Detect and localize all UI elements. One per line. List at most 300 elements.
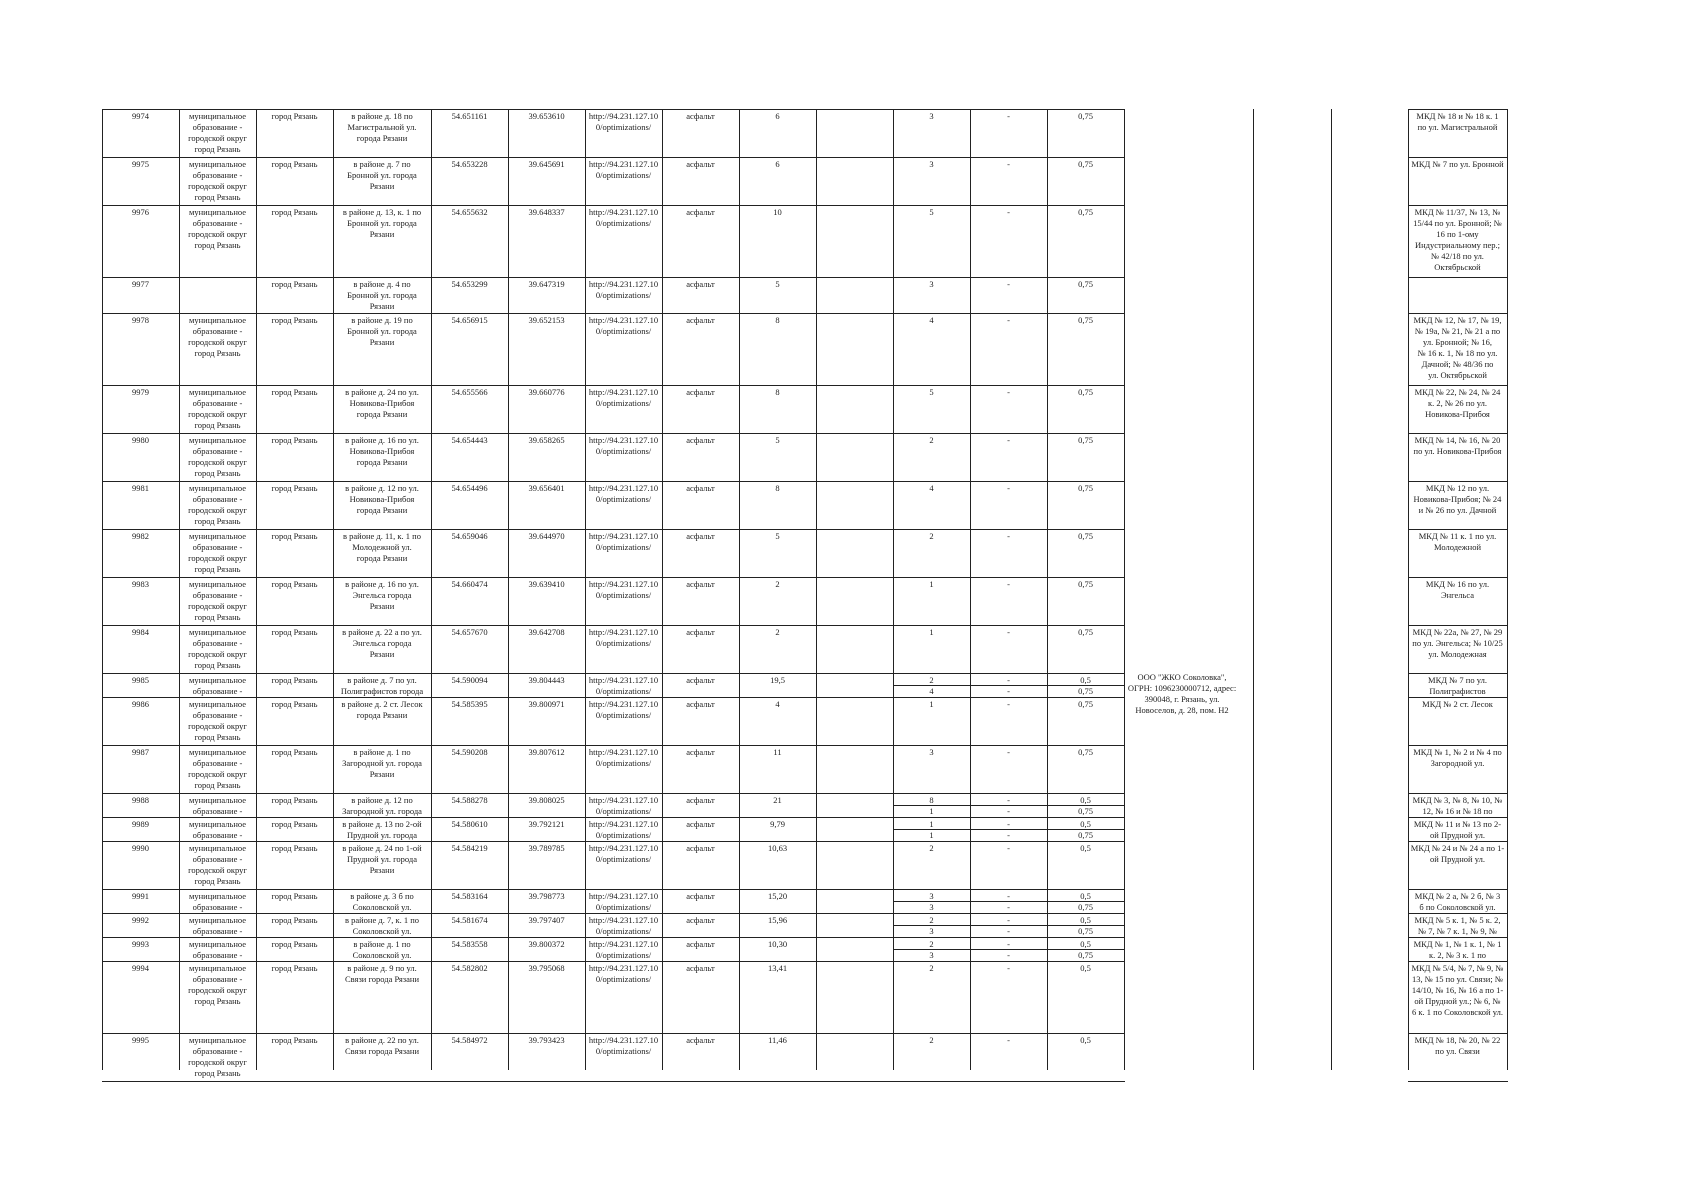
dash-cell: -	[1007, 686, 1010, 696]
entry-id: 9993	[132, 939, 149, 949]
city-cell: город Рязань	[271, 111, 318, 121]
dash-cell: -	[1007, 207, 1010, 217]
row-divider	[1408, 961, 1508, 962]
address-cell: в районе д. 22 по ул. Связи города Рязани	[344, 1035, 420, 1056]
city-cell: город Рязань	[271, 159, 318, 169]
row-divider	[102, 745, 1125, 746]
surface-cell: асфальт	[686, 315, 715, 325]
row-divider	[1408, 841, 1508, 842]
municipality-cell: муниципальное образование - городской округ город Рязань	[188, 843, 247, 886]
map-link[interactable]: http://94.231.127.10 0/optimizations/	[588, 891, 659, 912]
mkd-cell: МКД № 2 а, № 2 б, № 3 б по Соколовской ул.	[1414, 891, 1501, 912]
container-volume: 0,75	[1078, 699, 1093, 709]
row-divider	[102, 673, 1125, 674]
row-divider	[1408, 697, 1508, 698]
container-volume: 0,5	[1080, 891, 1091, 901]
city-cell: город Рязань	[271, 819, 318, 829]
city-cell: город Рязань	[271, 939, 318, 949]
mkd-cell: МКД № 12 по ул. Новикова-Прибоя; № 24 и № 26 по ул. Дачной	[1413, 483, 1502, 515]
row-divider	[1408, 433, 1508, 434]
map-link[interactable]: http://94.231.127.10 0/optimizations/	[588, 699, 659, 720]
longitude-cell: 39.656401	[528, 483, 565, 493]
city-cell: город Рязань	[271, 747, 318, 757]
address-cell: в районе д. 12 по Загородной ул. города	[342, 795, 422, 816]
dash-cell: -	[1007, 902, 1010, 912]
municipality-cell: муниципальное образование -	[188, 795, 246, 816]
row-divider	[1408, 313, 1508, 314]
entry-id: 9992	[132, 915, 149, 925]
entry-id: 9985	[132, 675, 149, 685]
latitude-cell: 54.588278	[451, 795, 488, 805]
area-cell: 2	[775, 627, 780, 637]
mkd-cell: МКД № 1, № 1 к. 1, № 1 к. 2, № 3 к. 1 по	[1413, 939, 1502, 960]
container-count: 1	[929, 806, 934, 816]
address-cell: в районе д. 1 по Соколовской ул.	[352, 939, 412, 960]
row-divider	[102, 625, 1125, 626]
city-cell: город Рязань	[271, 315, 318, 325]
longitude-cell: 39.793423	[528, 1035, 565, 1045]
subrow-divider	[893, 829, 1125, 830]
city-cell: город Рязань	[271, 1035, 318, 1045]
row-divider	[102, 277, 1125, 278]
city-cell: город Рязань	[271, 699, 318, 709]
area-cell: 15,96	[767, 915, 788, 925]
surface-cell: асфальт	[686, 963, 715, 973]
grid-vertical-line	[1253, 109, 1254, 1070]
dash-cell: -	[1007, 747, 1010, 757]
city-cell: город Рязань	[271, 891, 318, 901]
mkd-cell: МКД № 12, № 17, № 19, № 19а, № 21, № 21 а по ул. Бронной; № 16, № 16 к. 1, № 18 по ул. Дачной; № 48/36 по ул. Октябрьской	[1413, 315, 1502, 380]
dash-cell: -	[1007, 159, 1010, 169]
surface-cell: асфальт	[686, 531, 715, 541]
surface-cell: асфальт	[686, 747, 715, 757]
longitude-cell: 39.797407	[528, 915, 565, 925]
mkd-cell: МКД № 5/4, № 7, № 9, № 13, № 15 по ул. Связи; № 14/10, № 16, № 16 а по 1- ой Прудной ул.; № 6, № 6 к. 1 по Соколовской ул.	[1411, 963, 1504, 1017]
area-cell: 5	[775, 435, 780, 445]
latitude-cell: 54.660474	[451, 579, 488, 589]
dash-cell: -	[1007, 891, 1010, 901]
municipality-cell: муниципальное образование - городской округ город Рязань	[188, 435, 247, 478]
longitude-cell: 39.800971	[528, 699, 565, 709]
latitude-cell: 54.590094	[451, 675, 488, 685]
surface-cell: асфальт	[686, 159, 715, 169]
surface-cell: асфальт	[686, 675, 715, 685]
dash-cell: -	[1007, 111, 1010, 121]
entry-id: 9986	[132, 699, 149, 709]
container-count: 1	[929, 830, 934, 840]
container-volume: 0,75	[1078, 950, 1093, 960]
longitude-cell: 39.808025	[528, 795, 565, 805]
municipality-cell: муниципальное образование -	[188, 891, 246, 912]
map-link[interactable]: http://94.231.127.10 0/optimizations/	[588, 627, 659, 648]
longitude-cell: 39.658265	[528, 435, 565, 445]
container-count: 2	[929, 675, 934, 685]
container-volume: 0,75	[1078, 483, 1093, 493]
container-count: 3	[929, 159, 934, 169]
entry-id: 9979	[132, 387, 149, 397]
city-cell: город Рязань	[271, 483, 318, 493]
dash-cell: -	[1007, 963, 1010, 973]
entry-id: 9990	[132, 843, 149, 853]
dash-cell: -	[1007, 1035, 1010, 1045]
row-divider	[102, 793, 1125, 794]
address-cell: в районе д. 3 б по Соколовской ул.	[350, 891, 414, 912]
city-cell: город Рязань	[271, 531, 318, 541]
municipality-cell: муниципальное образование -	[188, 939, 246, 960]
mkd-cell: МКД № 11 к. 1 по ул. Молодежной	[1418, 531, 1497, 552]
surface-cell: асфальт	[686, 627, 715, 637]
grid-vertical-line	[1331, 109, 1332, 1070]
container-volume: 0,75	[1078, 387, 1093, 397]
municipality-cell: муниципальное образование -	[188, 675, 246, 696]
longitude-cell: 39.647319	[528, 279, 565, 289]
container-volume: 0,75	[1078, 830, 1093, 840]
area-cell: 5	[775, 531, 780, 541]
container-volume: 0,5	[1080, 963, 1091, 973]
row-divider	[1408, 157, 1508, 158]
surface-cell: асфальт	[686, 843, 715, 853]
map-link[interactable]: http://94.231.127.10 0/optimizations/	[588, 111, 659, 132]
row-divider	[102, 697, 1125, 698]
subrow-divider	[893, 925, 1125, 926]
address-cell: в районе д. 11, к. 1 по Молодежной ул. города Рязани	[343, 531, 421, 563]
container-count: 2	[929, 1035, 934, 1045]
row-divider	[102, 889, 1125, 890]
row-divider	[1408, 205, 1508, 206]
mkd-cell: МКД № 22а, № 27, № 29 по ул. Энгельса; № 10/25 ул. Молодежная	[1412, 627, 1503, 659]
latitude-cell: 54.590208	[451, 747, 488, 757]
address-cell: в районе д. 22 а по ул. Энгельса города Рязани	[342, 627, 422, 659]
map-link[interactable]: http://94.231.127.10 0/optimizations/	[588, 483, 659, 504]
municipality-cell: муниципальное образование - городской округ город Рязань	[188, 1035, 247, 1078]
row-divider	[1408, 277, 1508, 278]
dash-cell: -	[1007, 830, 1010, 840]
municipality-cell: муниципальное образование - городской округ город Рязань	[188, 111, 247, 154]
row-divider	[1408, 1033, 1508, 1034]
entry-id: 9977	[132, 279, 149, 289]
mkd-cell: МКД № 16 по ул. Энгельса	[1425, 579, 1490, 600]
container-count: 1	[929, 579, 934, 589]
surface-cell: асфальт	[686, 699, 715, 709]
row-divider	[102, 433, 1125, 434]
row-divider	[1408, 745, 1508, 746]
city-cell: город Рязань	[271, 963, 318, 973]
container-volume: 0,75	[1078, 579, 1093, 589]
entry-id: 9975	[132, 159, 149, 169]
entry-id: 9994	[132, 963, 149, 973]
container-count: 3	[929, 747, 934, 757]
row-divider	[102, 109, 1125, 110]
area-cell: 5	[775, 279, 780, 289]
container-count: 1	[929, 627, 934, 637]
latitude-cell: 54.581674	[451, 915, 488, 925]
row-divider	[102, 157, 1125, 158]
municipality-cell: муниципальное образование - городской округ город Рязань	[188, 315, 247, 358]
row-divider	[102, 1033, 1125, 1034]
mkd-cell: МКД № 7 по ул. Полиграфистов	[1428, 675, 1487, 696]
mkd-cell: МКД № 24 и № 24 а по 1- ой Прудной ул.	[1410, 843, 1505, 864]
mkd-cell: МКД № 2 ст. Лесок	[1422, 699, 1493, 709]
latitude-cell: 54.582802	[451, 963, 488, 973]
municipality-cell: муниципальное образование - городской округ город Рязань	[188, 387, 247, 430]
address-cell: в районе д. 13 по 2-ой Прудной ул. города	[342, 819, 422, 840]
entry-id: 9982	[132, 531, 149, 541]
surface-cell: асфальт	[686, 915, 715, 925]
longitude-cell: 39.648337	[528, 207, 565, 217]
dash-cell: -	[1007, 435, 1010, 445]
subrow-divider	[893, 949, 1125, 950]
longitude-cell: 39.660776	[528, 387, 565, 397]
operator-info: ООО "ЖКО Соколовка", ОГРН: 1096230000712, адрес: 390048, г. Рязань, ул. Новоселов, д. 28, пом. Н2	[1127, 672, 1237, 715]
area-cell: 15,20	[767, 891, 788, 901]
city-cell: город Рязань	[271, 579, 318, 589]
city-cell: город Рязань	[271, 387, 318, 397]
map-link[interactable]: http://94.231.127.10 0/optimizations/	[588, 279, 659, 300]
latitude-cell: 54.654496	[451, 483, 488, 493]
row-divider	[1408, 673, 1508, 674]
municipality-cell: муниципальное образование - городской округ город Рязань	[188, 207, 247, 250]
area-cell: 6	[775, 159, 780, 169]
container-volume: 0,5	[1080, 675, 1091, 685]
container-volume: 0,75	[1078, 159, 1093, 169]
address-cell: в районе д. 13, к. 1 по Бронной ул. города Рязани	[342, 207, 422, 239]
municipality-cell: муниципальное образование -	[188, 915, 246, 936]
city-cell: город Рязань	[271, 279, 318, 289]
map-link[interactable]: http://94.231.127.10 0/optimizations/	[588, 795, 659, 816]
mkd-cell: МКД № 14, № 16, № 20 по ул. Новикова-Прибоя	[1413, 435, 1502, 456]
address-cell: в районе д. 24 по 1-ой Прудной ул. города Рязани	[342, 843, 422, 875]
container-volume: 0,75	[1078, 926, 1093, 936]
container-count: 1	[929, 819, 934, 829]
dash-cell: -	[1007, 806, 1010, 816]
container-count: 3	[929, 111, 934, 121]
mkd-cell: МКД № 18, № 20, № 22 по ул. Связи	[1414, 1035, 1501, 1056]
subrow-divider	[893, 685, 1125, 686]
map-link[interactable]: http://94.231.127.10 0/optimizations/	[588, 1035, 659, 1056]
address-cell: в районе д. 2 ст. Лесок города Рязани	[341, 699, 423, 720]
container-count: 3	[929, 950, 934, 960]
map-link[interactable]: http://94.231.127.10 0/optimizations/	[588, 435, 659, 456]
municipality-cell: муниципальное образование - городской округ город Рязань	[188, 747, 247, 790]
container-volume: 0,5	[1080, 819, 1091, 829]
latitude-cell: 54.653228	[451, 159, 488, 169]
row-divider	[1408, 817, 1508, 818]
surface-cell: асфальт	[686, 819, 715, 829]
container-volume: 0,5	[1080, 939, 1091, 949]
dash-cell: -	[1007, 627, 1010, 637]
grid-vertical-line	[1507, 109, 1508, 1070]
dash-cell: -	[1007, 939, 1010, 949]
surface-cell: асфальт	[686, 795, 715, 805]
map-link[interactable]: http://94.231.127.10 0/optimizations/	[588, 963, 659, 984]
container-count: 4	[929, 315, 934, 325]
city-cell: город Рязань	[271, 435, 318, 445]
longitude-cell: 39.807612	[528, 747, 565, 757]
container-volume: 0,5	[1080, 843, 1091, 853]
municipality-cell: муниципальное образование -	[188, 819, 246, 840]
map-link[interactable]: http://94.231.127.10 0/optimizations/	[588, 579, 659, 600]
mkd-cell: МКД № 7 по ул. Бронной	[1411, 159, 1504, 169]
municipality-cell: муниципальное образование - городской округ город Рязань	[188, 579, 247, 622]
map-link[interactable]: http://94.231.127.10 0/optimizations/	[588, 159, 659, 180]
address-cell: в районе д. 18 по Магистральной ул. города Рязани	[347, 111, 417, 143]
row-divider	[102, 817, 1125, 818]
mkd-cell: МКД № 11/37, № 13, № 15/44 по ул. Бронной; № 16 по 1-ому Индустриальному пер.; № 42/18 по ул. Октябрьской	[1413, 207, 1502, 272]
entry-id: 9981	[132, 483, 149, 493]
longitude-cell: 39.653610	[528, 111, 565, 121]
map-link[interactable]: http://94.231.127.10 0/optimizations/	[588, 675, 659, 696]
longitude-cell: 39.789785	[528, 843, 565, 853]
surface-cell: асфальт	[686, 939, 715, 949]
latitude-cell: 54.583164	[451, 891, 488, 901]
area-cell: 10,63	[767, 843, 788, 853]
dash-cell: -	[1007, 279, 1010, 289]
city-cell: город Рязань	[271, 843, 318, 853]
row-divider	[102, 841, 1125, 842]
municipality-cell: муниципальное образование - городской округ город Рязань	[188, 627, 247, 670]
address-cell: в районе д. 1 по Загородной ул. города Рязани	[342, 747, 422, 779]
row-divider	[102, 481, 1125, 482]
city-cell: город Рязань	[271, 207, 318, 217]
latitude-cell: 54.585395	[451, 699, 488, 709]
latitude-cell: 54.654443	[451, 435, 488, 445]
surface-cell: асфальт	[686, 483, 715, 493]
map-link[interactable]: http://94.231.127.10 0/optimizations/	[588, 819, 659, 840]
row-divider	[102, 529, 1125, 530]
row-divider	[1408, 937, 1508, 938]
row-divider	[1408, 793, 1508, 794]
latitude-cell: 54.651161	[451, 111, 488, 121]
map-link[interactable]: http://94.231.127.10 0/optimizations/	[588, 531, 659, 552]
surface-cell: асфальт	[686, 111, 715, 121]
area-cell: 8	[775, 483, 780, 493]
container-volume: 0,5	[1080, 1035, 1091, 1045]
latitude-cell: 54.655566	[451, 387, 488, 397]
dash-cell: -	[1007, 531, 1010, 541]
row-divider	[102, 385, 1125, 386]
map-link[interactable]: http://94.231.127.10 0/optimizations/	[588, 207, 659, 228]
mkd-cell: МКД № 3, № 8, № 10, № 12, № 16 и № 18 по	[1412, 795, 1503, 816]
container-count: 2	[929, 843, 934, 853]
latitude-cell: 54.655632	[451, 207, 488, 217]
municipality-cell: муниципальное образование - городской округ город Рязань	[188, 483, 247, 526]
area-cell: 21	[773, 795, 782, 805]
row-divider	[1408, 481, 1508, 482]
dash-cell: -	[1007, 387, 1010, 397]
container-volume: 0,5	[1080, 915, 1091, 925]
row-divider	[102, 313, 1125, 314]
container-count: 4	[929, 686, 934, 696]
latitude-cell: 54.656915	[451, 315, 488, 325]
row-divider	[1408, 529, 1508, 530]
latitude-cell: 54.580610	[451, 819, 488, 829]
entry-id: 9989	[132, 819, 149, 829]
entry-id: 9991	[132, 891, 149, 901]
surface-cell: асфальт	[686, 891, 715, 901]
container-count: 2	[929, 963, 934, 973]
surface-cell: асфальт	[686, 1035, 715, 1045]
latitude-cell: 54.584219	[451, 843, 488, 853]
longitude-cell: 39.645691	[528, 159, 565, 169]
map-link[interactable]: http://94.231.127.10 0/optimizations/	[588, 843, 659, 864]
area-cell: 2	[775, 579, 780, 589]
row-divider	[102, 205, 1125, 206]
container-volume: 0,5	[1080, 795, 1091, 805]
municipality-cell: муниципальное образование - городской округ город Рязань	[188, 531, 247, 574]
latitude-cell: 54.584972	[451, 1035, 488, 1045]
address-cell: в районе д. 16 по ул. Новикова-Прибоя города Рязани	[345, 435, 419, 467]
map-link[interactable]: http://94.231.127.10 0/optimizations/	[588, 939, 659, 960]
container-count: 2	[929, 939, 934, 949]
container-count: 2	[929, 531, 934, 541]
surface-cell: асфальт	[686, 387, 715, 397]
longitude-cell: 39.639410	[528, 579, 565, 589]
city-cell: город Рязань	[271, 675, 318, 685]
area-cell: 4	[775, 699, 780, 709]
address-cell: в районе д. 7 по Бронной ул. города Рязани	[347, 159, 417, 191]
area-cell: 10,30	[767, 939, 788, 949]
dash-cell: -	[1007, 926, 1010, 936]
entry-id: 9988	[132, 795, 149, 805]
subrow-divider	[893, 805, 1125, 806]
container-count: 1	[929, 699, 934, 709]
container-count: 3	[929, 279, 934, 289]
row-divider	[1408, 889, 1508, 890]
container-count: 3	[929, 891, 934, 901]
surface-cell: асфальт	[686, 207, 715, 217]
container-count: 2	[929, 435, 934, 445]
map-link[interactable]: http://94.231.127.10 0/optimizations/	[588, 315, 659, 336]
container-count: 5	[929, 387, 934, 397]
longitude-cell: 39.652153	[528, 315, 565, 325]
city-cell: город Рязань	[271, 627, 318, 637]
dash-cell: -	[1007, 483, 1010, 493]
area-cell: 8	[775, 315, 780, 325]
address-cell: в районе д. 4 по Бронной ул. города Рязани	[347, 279, 417, 311]
address-cell: в районе д. 16 по ул. Энгельса города Рязани	[345, 579, 419, 611]
city-cell: город Рязань	[271, 795, 318, 805]
container-count: 3	[929, 926, 934, 936]
row-divider	[102, 937, 1125, 938]
dash-cell: -	[1007, 675, 1010, 685]
entry-id: 9978	[132, 315, 149, 325]
map-link[interactable]: http://94.231.127.10 0/optimizations/	[588, 915, 659, 936]
container-volume: 0,75	[1078, 435, 1093, 445]
longitude-cell: 39.804443	[528, 675, 565, 685]
address-cell: в районе д. 24 по ул. Новикова-Прибоя города Рязани	[345, 387, 419, 419]
area-cell: 8	[775, 387, 780, 397]
table-bottom-line	[102, 1081, 1125, 1082]
longitude-cell: 39.798773	[528, 891, 565, 901]
entry-id: 9987	[132, 747, 149, 757]
container-count: 2	[929, 915, 934, 925]
container-volume: 0,75	[1078, 315, 1093, 325]
area-cell: 10	[773, 207, 782, 217]
area-cell: 6	[775, 111, 780, 121]
map-link[interactable]: http://94.231.127.10 0/optimizations/	[588, 747, 659, 768]
mkd-cell: МКД № 5 к. 1, № 5 к. 2, № 7, № 7 к. 1, № 9, №	[1414, 915, 1501, 936]
map-link[interactable]: http://94.231.127.10 0/optimizations/	[588, 387, 659, 408]
latitude-cell: 54.657670	[451, 627, 488, 637]
mkd-cell: МКД № 11 и № 13 по 2- ой Прудной ул.	[1413, 819, 1502, 840]
container-volume: 0,75	[1078, 627, 1093, 637]
row-divider	[1408, 385, 1508, 386]
row-divider	[1408, 913, 1508, 914]
container-count: 3	[929, 902, 934, 912]
subrow-divider	[893, 901, 1125, 902]
row-divider	[102, 913, 1125, 914]
container-count: 5	[929, 207, 934, 217]
